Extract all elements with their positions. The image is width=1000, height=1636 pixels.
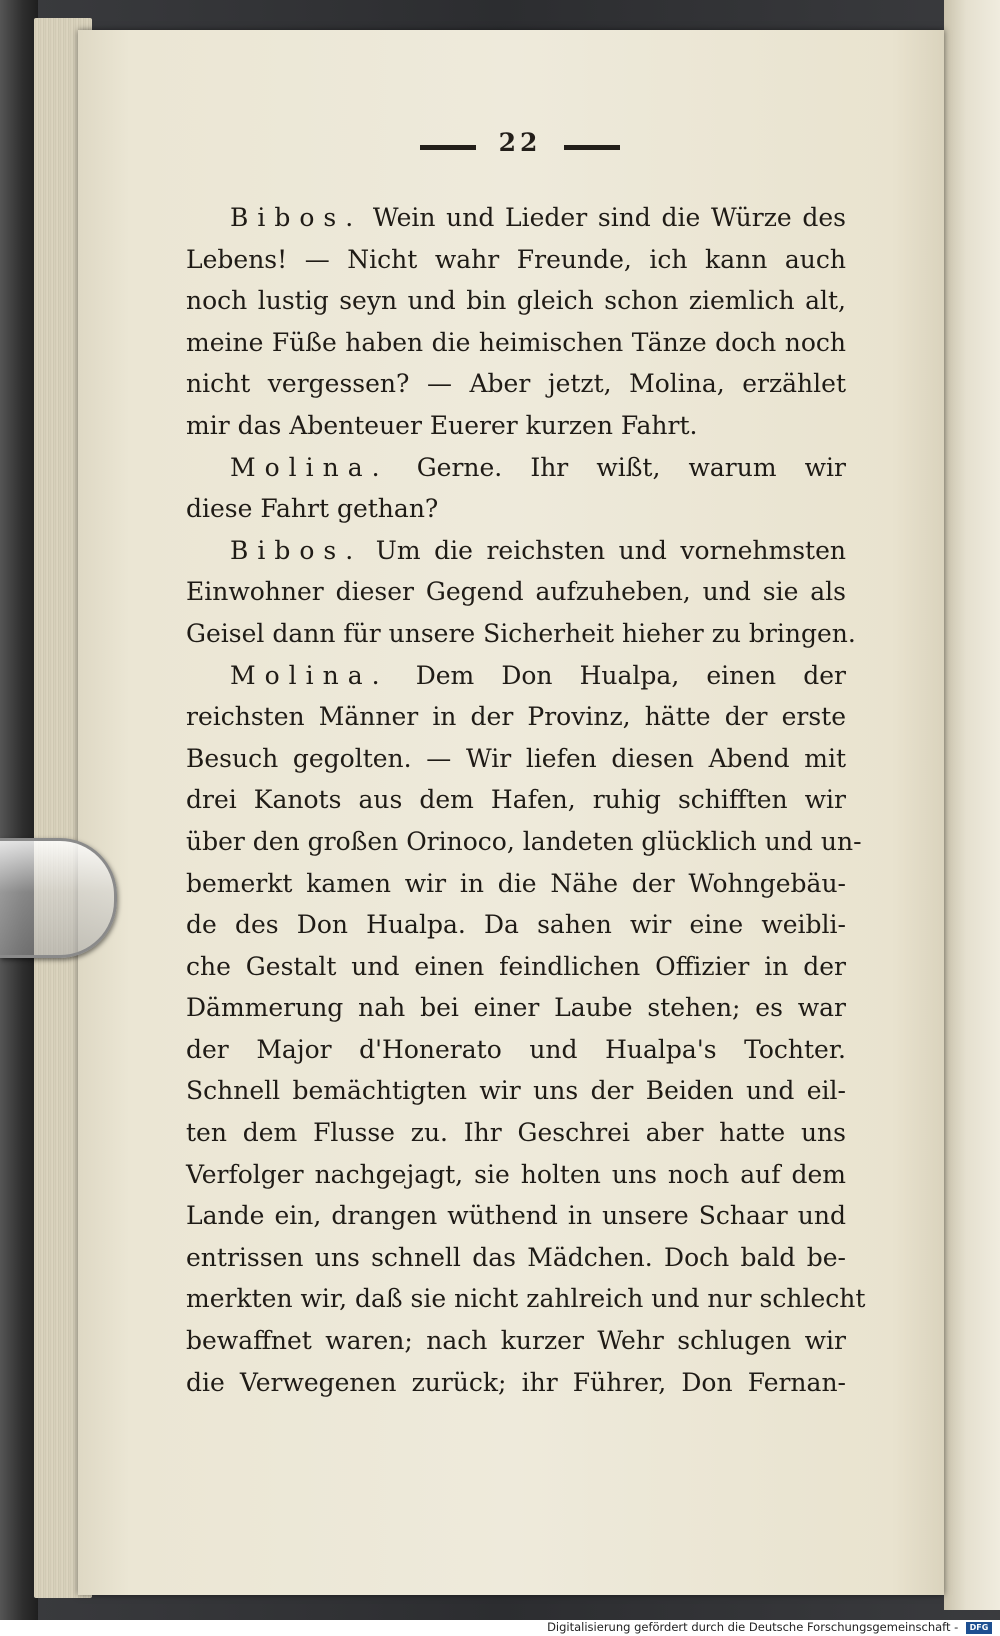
line-text: Dem Don Hualpa, einen der	[415, 660, 846, 690]
text-line	[186, 946, 846, 988]
text-line	[186, 1070, 846, 1112]
text-line	[186, 280, 846, 322]
text-line	[186, 1278, 866, 1320]
line-text: Geisel dann für unsere Sicherheit hieher zu bringen.	[186, 618, 856, 648]
line-text: Dämmerung nah bei einer Laube stehen; es war	[186, 993, 846, 1023]
line-text: Lande ein, drangen wüthend in unsere Schaar und	[186, 1201, 846, 1231]
speaker-name: Bibos.	[230, 203, 363, 232]
line-text: über den großen Orinoco, landeten glücklich und un-	[186, 826, 862, 856]
line-text: meine Füße haben die heimischen Tänze doch noch	[186, 327, 846, 357]
header-dash-right	[564, 145, 620, 150]
text-line	[186, 738, 846, 780]
line-text: Besuch gegolten. — Wir liefen diesen Abend mit	[186, 743, 846, 773]
book-spine	[0, 0, 38, 1620]
line-text: Verfolger nachgejagt, sie holten uns noch auf dem	[186, 1159, 846, 1189]
line-text: de des Don Hualpa. Da sahen wir eine weibli-	[186, 910, 846, 940]
line-text: die Verwegenen zurück; ihr Führer, Don Fernan-	[186, 1367, 846, 1397]
text-line	[186, 1154, 846, 1196]
line-text: ten dem Flusse zu. Ihr Geschrei aber hatte uns	[186, 1118, 846, 1148]
line-text: noch lustig seyn und bin gleich schon ziemlich alt,	[186, 286, 846, 316]
text-line	[186, 613, 856, 655]
text-line	[186, 405, 846, 447]
text-line	[186, 1237, 846, 1279]
line-text: nicht vergessen? — Aber jetzt, Molina, erzählet	[186, 369, 846, 399]
text-line	[186, 447, 846, 489]
digitization-footer	[547, 1618, 992, 1636]
text-line	[186, 1112, 846, 1154]
line-text: drei Kanots aus dem Hafen, ruhig schifften wir	[186, 785, 846, 815]
page-clip	[0, 838, 117, 958]
text-line	[186, 1362, 846, 1404]
line-text: Wein und Lieder sind die Würze des	[372, 203, 846, 232]
text-line	[186, 1029, 846, 1071]
dfg-logo: DFG	[966, 1622, 992, 1634]
line-text: Um die reichsten und vornehmsten	[375, 535, 846, 565]
line-text: mir das Abenteuer Euerer kurzen Fahrt.	[186, 410, 698, 440]
text-line	[186, 488, 846, 530]
text-line	[186, 696, 846, 738]
line-text: Lebens! — Nicht wahr Freunde, ich kann auch	[186, 244, 846, 274]
footer-text: Digitalisierung gefördert durch die Deutsche Forschungsgemeinschaft -	[547, 1620, 959, 1634]
page-header	[420, 128, 620, 164]
speaker-name: Bibos.	[230, 535, 363, 565]
page-number: 22	[498, 128, 542, 157]
speaker-name: Molina.	[230, 660, 389, 690]
text-line	[186, 904, 846, 946]
line-text: che Gestalt und einen feindlichen Offizier in der	[186, 951, 846, 981]
text-line	[186, 987, 846, 1029]
line-text: Schnell bemächtigten wir uns der Beiden und eil-	[186, 1076, 846, 1106]
text-line	[186, 779, 846, 821]
line-text: merkten wir, daß sie nicht zahlreich und nur schlecht	[186, 1284, 866, 1314]
text-line	[186, 1320, 846, 1362]
text-line	[186, 571, 846, 613]
next-page-edge	[944, 0, 1000, 1610]
text-line	[186, 363, 846, 405]
line-text: Einwohner dieser Gegend aufzuheben, und sie als	[186, 577, 846, 607]
speaker-name: Molina.	[230, 452, 389, 482]
text-line	[186, 530, 846, 572]
text-line	[186, 821, 862, 863]
line-text: der Major d'Honerato und Hualpa's Tochter.	[186, 1034, 846, 1064]
page-text	[186, 197, 866, 1403]
line-text: diese Fahrt gethan?	[186, 494, 439, 524]
line-text: entrissen uns schnell das Mädchen. Doch bald be-	[186, 1242, 846, 1272]
line-text: reichsten Männer in der Provinz, hätte der erste	[186, 702, 846, 732]
line-text: bemerkt kamen wir in die Nähe der Wohngebäu-	[186, 868, 846, 898]
text-line	[186, 655, 846, 697]
line-text: bewaffnet waren; nach kurzer Wehr schlugen wir	[186, 1326, 846, 1356]
text-line	[186, 239, 846, 281]
text-line	[186, 197, 846, 239]
text-line	[186, 863, 846, 905]
text-line	[186, 1195, 846, 1237]
line-text: Gerne. Ihr wißt, warum wir	[416, 452, 846, 482]
text-line	[186, 322, 846, 364]
